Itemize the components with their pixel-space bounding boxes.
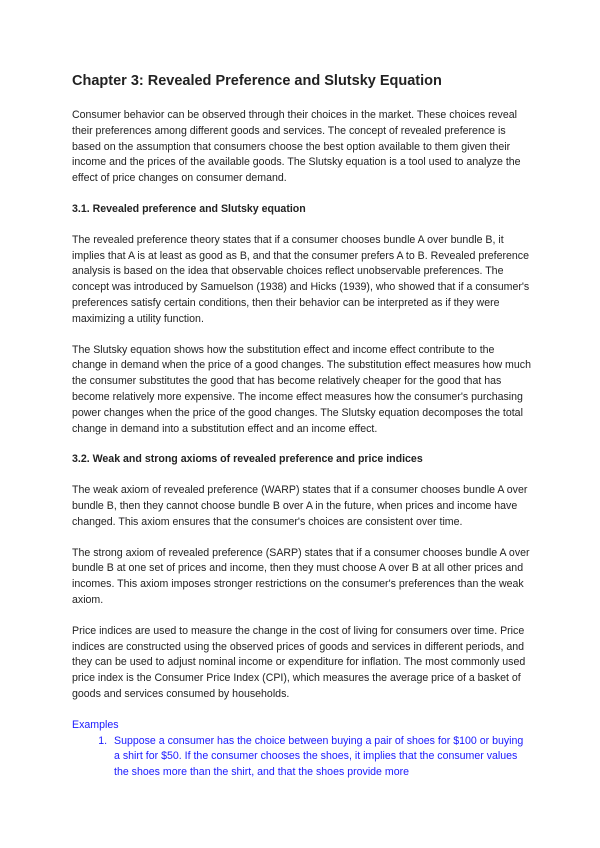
section-heading-3-2: 3.2. Weak and strong axioms of revealed preference and price indices [72,453,423,466]
section-3-1-paragraph-1: The revealed preference theory states that if a consumer chooses bundle A over bundle B, it implies that A is at least as good as B, and that the consumer prefers A to B. Revealed preference analysis is based on the idea that observable choices reflect unobservable preferences. The concept was introduced by Samuelson (1938) and Hicks (1939), who showed that if a consumer's preferences satisfy certain conditions, then their behavior can be interpreted as if they were maximizing a utility function. [72,233,530,325]
examples-list [72,734,532,781]
section-3-2-paragraph-2: The strong axiom of revealed preference (SARP) states that if a consumer chooses bundle A over bundle B at one set of prices and income, then they must choose A over B at all other prices and incomes. This axiom imposes stronger restrictions on the consumer's preferences than the weak axiom. [72,546,530,606]
section-heading-3-1: 3.1. Revealed preference and Slutsky equation [72,202,306,215]
example-item: 1. Suppose a consumer has the choice between buying a pair of shoes for $100 or buying a shirt for $50. If the consumer chooses the shoes, it implies that the consumer values the shoes more than the shirt, and that the shoes provide more [110,734,532,781]
section-3-1-paragraph-2: The Slutsky equation shows how the substitution effect and income effect contribute to the change in demand when the price of a good changes. The substitution effect measures how much the consumer substitutes the good that has become relatively cheaper for the good that has become relatively more expensive. The income effect measures how the consumer's purchasing power changes when the price of the good changes. The Slutsky equation decomposes the total change in demand into a substitution effect and an income effect. [72,343,531,435]
section-3-2-paragraph-3: Price indices are used to measure the change in the cost of living for consumers over time. Price indices are constructed using the observed prices of goods and services in different periods, and they can be used to adjust nominal income or expenditure for inflation. The most commonly used price index is the Consumer Price Index (CPI), which measures the average price of a basket of goods and services consumed by households. [72,624,526,700]
intro-paragraph: Consumer behavior can be observed through their choices in the market. These choices reveal their preferences among different goods and services. The concept of revealed preference is based on the assumption that consumers choose the best option available to them given their income and the prices of the available goods. The Slutsky equation is a tool used to analyze the effect of price changes on consumer demand. [72,109,521,185]
examples-heading: Examples [72,718,119,731]
chapter-title: Chapter 3: Revealed Preference and Slutsky Equation [72,73,442,89]
section-3-2-paragraph-1: The weak axiom of revealed preference (WARP) states that if a consumer chooses bundle A over bundle B, then they cannot choose bundle B over A in the future, when prices and income have changed. This axiom ensures that the consumer's choices are consistent over time. [72,484,528,528]
document-page [72,72,532,781]
